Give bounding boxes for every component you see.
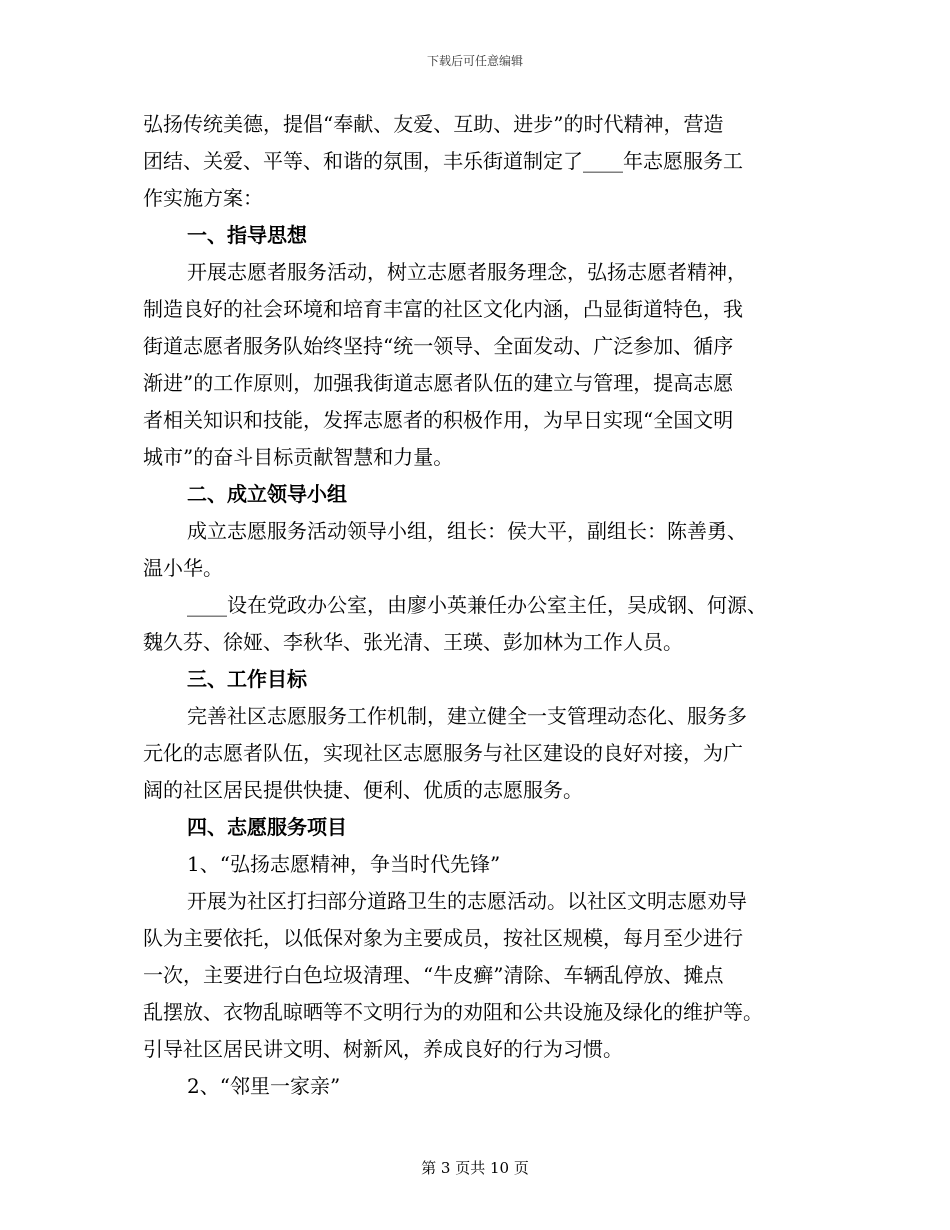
- paragraph-line: 团结、关爱、平等、和谐的氛围，丰乐街道制定了____年志愿服务工: [143, 149, 743, 173]
- page-number: 第 3 页共 10 页: [421, 1159, 529, 1177]
- paragraph-line: 城市”的奋斗目标贡献智慧和力量。: [143, 445, 454, 469]
- paragraph-line: 完善社区志愿服务工作机制，建立健全一支管理动态化、服务多: [187, 704, 747, 728]
- paragraph-line: ____设在党政办公室，由廖小英兼任办公室主任，吴成钢、何源、: [187, 593, 767, 617]
- paragraph-line: 引导社区居民讲文明、树新风，养成良好的行为习惯。: [143, 1037, 623, 1061]
- header-note: 下载后可任意编辑: [426, 54, 523, 68]
- paragraph-line: 弘扬传统美德，提倡“奉献、友爱、互助、进步”的时代精神，营造: [143, 112, 724, 136]
- section-heading: 三、工作目标: [187, 667, 307, 691]
- paragraph-line: 制造良好的社会环境和培育丰富的社区文化内涵，凸显街道特色，我: [143, 297, 743, 321]
- paragraph-line: 元化的志愿者队伍，实现社区志愿服务与社区建设的良好对接，为广: [143, 741, 743, 765]
- subsection-heading: 1、“弘扬志愿精神，争当时代先锋”: [187, 852, 501, 876]
- paragraph-line: 开展为社区打扫部分道路卫生的志愿活动。以社区文明志愿劝导: [187, 889, 747, 913]
- paragraph-line: 温小华。: [143, 556, 223, 580]
- paragraph-line: 魏久芬、徐娅、李秋华、张光清、王瑛、彭加林为工作人员。: [143, 630, 683, 654]
- section-heading: 四、志愿服务项目: [187, 815, 347, 839]
- paragraph-line: 阔的社区居民提供快捷、便利、优质的志愿服务。: [143, 778, 583, 802]
- paragraph-line: 队为主要依托，以低保对象为主要成员，按社区规模，每月至少进行: [143, 926, 743, 950]
- section-heading: 一、指导思想: [187, 223, 307, 247]
- paragraph-line: 者相关知识和技能，发挥志愿者的积极作用，为早日实现“全国文明: [143, 408, 734, 432]
- paragraph-line: 成立志愿服务活动领导小组，组长：侯大平，副组长：陈善勇、: [187, 519, 747, 543]
- paragraph-line: 作实施方案：: [143, 186, 263, 210]
- subsection-heading: 2、“邻里一家亲”: [187, 1074, 341, 1098]
- paragraph-line: 街道志愿者服务队始终坚持“统一领导、全面发动、广泛参加、循序: [143, 334, 734, 358]
- paragraph-line: 渐进”的工作原则，加强我街道志愿者队伍的建立与管理，提高志愿: [143, 371, 734, 395]
- paragraph-line: 开展志愿者服务活动，树立志愿者服务理念，弘扬志愿者精神，: [187, 260, 747, 284]
- paragraph-line: 乱摆放、衣物乱晾晒等不文明行为的劝阻和公共设施及绿化的维护等。: [143, 1000, 763, 1024]
- paragraph-line: 一次，主要进行白色垃圾清理、“牛皮癣”清除、车辆乱停放、摊点: [143, 963, 724, 987]
- section-heading: 二、成立领导小组: [187, 482, 347, 506]
- document-body: [143, 106, 803, 1105]
